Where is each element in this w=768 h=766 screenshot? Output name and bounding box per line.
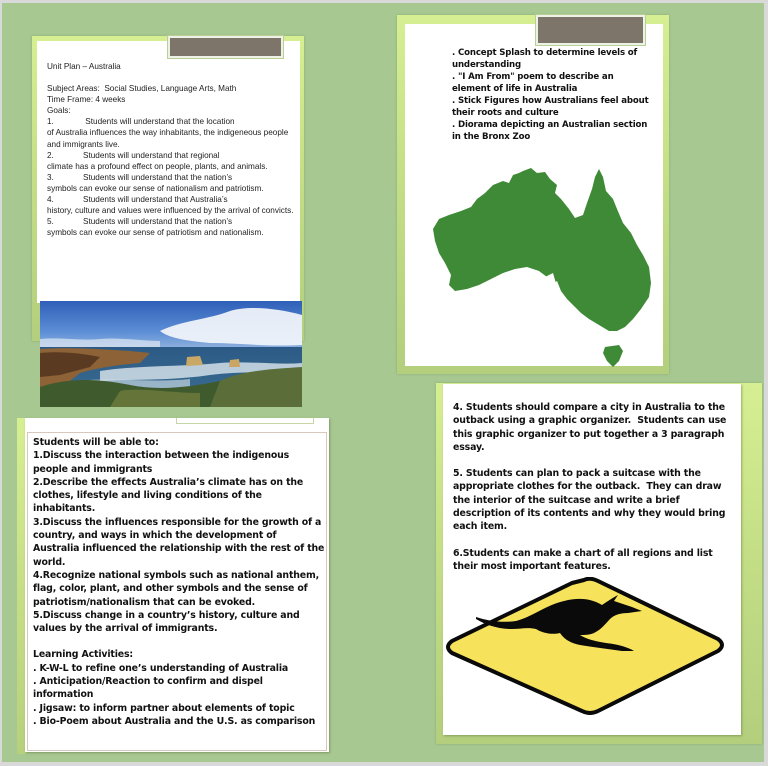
- objective-item: 5.Discuss change in a country’s history, culture and values by the arrival of immigrants.: [33, 609, 303, 635]
- objectives-tab: [176, 418, 314, 424]
- activities-list: [452, 47, 652, 143]
- objective-item: 2.Describe the effects Australia’s climate has on the clothes, lifestyle and living conditions of the inhabitants.: [33, 476, 307, 515]
- goal-item-cont: history, culture and values were influenced by the arrival of convicts.: [47, 206, 294, 216]
- objectives-textbox: [27, 432, 327, 751]
- slide-background: [2, 3, 764, 762]
- assessment-item: 5. Students can plan to pack a suitcase with the appropriate clothes for the outback. They can draw the interior of the suitcase and write a brief description of its contents and why they would bring each item.: [453, 468, 729, 533]
- activity-stick-figures: . Stick Figures how Australians feel about their roots and culture: [452, 96, 652, 118]
- unit-plan-text: [47, 61, 297, 238]
- activity-concept-splash: . Concept Splash to determine levels of understanding: [452, 48, 640, 70]
- learning-activity-item: . K-W-L to refine one’s understanding of Australia: [33, 662, 289, 674]
- objectives-page: [25, 418, 329, 752]
- assessment-item: 4. Students should compare a city in Australia to the outback using a graphic organizer. Students can use this graphic organizer to put together a 3 paragraph essay.: [453, 402, 730, 453]
- goal-item: 1. Students will understand that the location: [47, 117, 235, 127]
- activity-i-am-from: . "I Am From" poem to describe an element of life in Australia: [452, 72, 617, 94]
- unit-plan-tab: [168, 36, 283, 58]
- assessments-text: [453, 401, 735, 573]
- goal-item: 4. Students will understand that Australia’s: [47, 195, 228, 205]
- australia-map-icon: [427, 163, 659, 368]
- activity-diorama: . Diorama depicting an Australian section in the Bronx Zoo: [452, 120, 651, 142]
- goal-item-cont: symbols can evoke our sense of patriotism and nationalism.: [47, 228, 264, 238]
- activities-map-page: [405, 24, 663, 366]
- unit-plan-title: Unit Plan – Australia: [47, 62, 121, 71]
- goal-item-cont: climate has a profound effect on people, plants, and animals.: [47, 161, 268, 171]
- assessment-item: 6.Students can make a chart of all regions and list their most important features.: [453, 547, 716, 572]
- objective-item: 3.Discuss the influences responsible for the growth of a country, and ways in which the development of Australia influenced the relationship with the rest of the world.: [33, 516, 328, 568]
- goal-item-cont: symbols can evoke our sense of nationalism and patriotism.: [47, 183, 264, 193]
- goal-item: 3. Students will understand that the nation’s: [47, 172, 233, 182]
- time-frame: Time Frame: 4 weeks: [47, 95, 126, 105]
- kangaroo-crossing-sign-icon: [442, 577, 726, 717]
- objective-item: 1.Discuss the interaction between the indigenous people and immigrants: [33, 450, 293, 475]
- objectives-text: [33, 436, 328, 728]
- goal-item: 2. Students will understand that regional: [47, 150, 220, 160]
- learning-activity-item: . Anticipation/Reaction to confirm and dispel information: [33, 676, 266, 701]
- goal-item: 5. Students will understand that the nation’s: [47, 217, 233, 227]
- unit-plan-page: [37, 41, 300, 303]
- coastal-landscape-photo-icon: [40, 301, 302, 407]
- coastal-landscape-photo: [40, 301, 302, 407]
- objectives-heading: Students will be able to:: [33, 437, 159, 448]
- learning-activities-label: Learning Activities:: [33, 649, 134, 661]
- learning-activity-item: . Bio-Poem about Australia and the U.S. as comparison: [33, 715, 316, 727]
- subject-areas: Subject Areas: Social Studies, Language Arts, Math: [47, 84, 237, 94]
- goal-item-cont: of Australia influences the way inhabitants, the indigeneous people and immigrants live.: [47, 128, 291, 149]
- objective-item: 4.Recognize national symbols such as national anthem, flag, color, plant, and other symbols and the sense of patriotism/nationalism that can be evoked.: [33, 569, 323, 608]
- goals-label: Goals:: [47, 106, 71, 116]
- learning-activity-item: . Jigsaw: to inform partner about elements of topic: [33, 702, 295, 714]
- activities-map-tab: [536, 15, 645, 45]
